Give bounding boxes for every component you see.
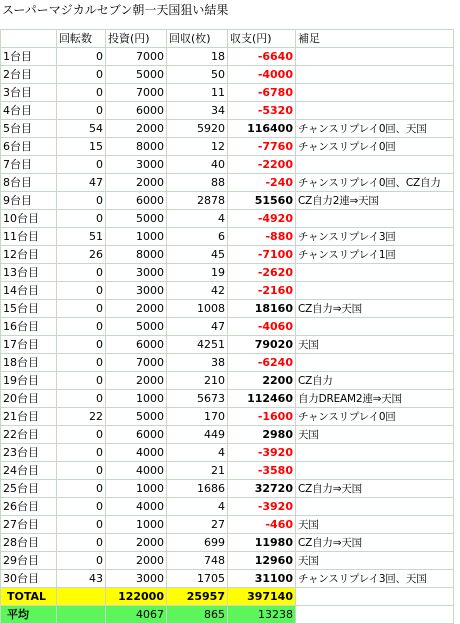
note-cell[interactable]: 天国 bbox=[296, 336, 454, 354]
spins-cell[interactable]: 0 bbox=[57, 66, 106, 84]
spins-cell[interactable]: 0 bbox=[57, 192, 106, 210]
recover-cell[interactable]: 11 bbox=[167, 84, 228, 102]
row-label[interactable]: 4台目 bbox=[1, 102, 57, 120]
balance-cell[interactable]: -4060 bbox=[228, 318, 296, 336]
recover-cell[interactable]: 5673 bbox=[167, 390, 228, 408]
invest-cell[interactable]: 1000 bbox=[106, 228, 167, 246]
row-label[interactable]: 18台目 bbox=[1, 354, 57, 372]
balance-cell[interactable]: 2980 bbox=[228, 426, 296, 444]
table-row bbox=[1, 120, 454, 138]
total-recover[interactable]: 25957 bbox=[167, 588, 228, 606]
row-label[interactable]: 11台目 bbox=[1, 228, 57, 246]
row-label[interactable]: 10台目 bbox=[1, 210, 57, 228]
balance-cell[interactable]: -7760 bbox=[228, 138, 296, 156]
row-label[interactable]: 14台目 bbox=[1, 282, 57, 300]
recover-cell[interactable]: 748 bbox=[167, 552, 228, 570]
spins-cell[interactable]: 0 bbox=[57, 462, 106, 480]
balance-cell[interactable]: 51560 bbox=[228, 192, 296, 210]
note-cell[interactable] bbox=[296, 48, 454, 66]
table-row bbox=[1, 174, 454, 192]
header-row bbox=[1, 30, 454, 48]
recover-cell[interactable]: 34 bbox=[167, 102, 228, 120]
table-row bbox=[1, 390, 454, 408]
recover-cell[interactable]: 1686 bbox=[167, 480, 228, 498]
spins-cell[interactable]: 0 bbox=[57, 102, 106, 120]
note-cell[interactable]: チャンスリプレイ0回、天国 bbox=[296, 120, 454, 138]
table-row bbox=[1, 102, 454, 120]
row-label[interactable]: 23台目 bbox=[1, 444, 57, 462]
total-label[interactable]: TOTAL bbox=[1, 588, 57, 606]
balance-cell[interactable]: -240 bbox=[228, 174, 296, 192]
spins-cell[interactable]: 0 bbox=[57, 390, 106, 408]
recover-cell[interactable]: 40 bbox=[167, 156, 228, 174]
recover-cell[interactable]: 449 bbox=[167, 426, 228, 444]
table-row bbox=[1, 480, 454, 498]
recover-cell[interactable]: 19 bbox=[167, 264, 228, 282]
average-label[interactable]: 平均 bbox=[1, 606, 57, 624]
balance-cell[interactable]: -2160 bbox=[228, 282, 296, 300]
spins-cell[interactable]: 0 bbox=[57, 552, 106, 570]
balance-cell[interactable]: -5320 bbox=[228, 102, 296, 120]
note-cell[interactable]: CZ自力⇒天国 bbox=[296, 480, 454, 498]
table-row bbox=[1, 498, 454, 516]
table-row bbox=[1, 516, 454, 534]
note-cell[interactable] bbox=[296, 282, 454, 300]
note-cell[interactable] bbox=[296, 210, 454, 228]
total-invest[interactable]: 122000 bbox=[106, 588, 167, 606]
spins-cell[interactable]: 0 bbox=[57, 516, 106, 534]
spins-cell[interactable]: 0 bbox=[57, 300, 106, 318]
invest-cell[interactable]: 4000 bbox=[106, 444, 167, 462]
recover-cell[interactable]: 4 bbox=[167, 444, 228, 462]
table-row bbox=[1, 534, 454, 552]
recover-cell[interactable]: 21 bbox=[167, 462, 228, 480]
invest-cell[interactable]: 2000 bbox=[106, 120, 167, 138]
row-label[interactable]: 24台目 bbox=[1, 462, 57, 480]
total-spins-cell[interactable] bbox=[57, 588, 106, 606]
recover-cell[interactable]: 50 bbox=[167, 66, 228, 84]
spins-cell[interactable]: 47 bbox=[57, 174, 106, 192]
table-row bbox=[1, 48, 454, 66]
row-label[interactable]: 7台目 bbox=[1, 156, 57, 174]
recover-cell[interactable]: 4 bbox=[167, 498, 228, 516]
spins-cell[interactable]: 0 bbox=[57, 48, 106, 66]
invest-cell[interactable]: 3000 bbox=[106, 570, 167, 588]
invest-cell[interactable]: 5000 bbox=[106, 210, 167, 228]
header-cell-note[interactable]: 補足 bbox=[296, 30, 454, 48]
header-cell-invest[interactable]: 投資(円) bbox=[106, 30, 167, 48]
spins-cell[interactable]: 0 bbox=[57, 318, 106, 336]
invest-cell[interactable]: 5000 bbox=[106, 318, 167, 336]
balance-cell[interactable]: 11980 bbox=[228, 534, 296, 552]
recover-cell[interactable]: 1008 bbox=[167, 300, 228, 318]
balance-cell[interactable]: -7100 bbox=[228, 246, 296, 264]
recover-cell[interactable]: 27 bbox=[167, 516, 228, 534]
note-cell[interactable] bbox=[296, 84, 454, 102]
invest-cell[interactable]: 6000 bbox=[106, 192, 167, 210]
table-row bbox=[1, 192, 454, 210]
spins-cell[interactable]: 0 bbox=[57, 498, 106, 516]
table-row bbox=[1, 210, 454, 228]
table-row bbox=[1, 300, 454, 318]
invest-cell[interactable]: 7000 bbox=[106, 48, 167, 66]
invest-cell[interactable]: 7000 bbox=[106, 84, 167, 102]
note-cell[interactable] bbox=[296, 462, 454, 480]
note-cell[interactable] bbox=[296, 66, 454, 84]
recover-cell[interactable]: 47 bbox=[167, 318, 228, 336]
row-label[interactable]: 13台目 bbox=[1, 264, 57, 282]
average-balance[interactable]: 13238 bbox=[228, 606, 296, 624]
row-label[interactable]: 5台目 bbox=[1, 120, 57, 138]
recover-cell[interactable]: 170 bbox=[167, 408, 228, 426]
average-row bbox=[1, 606, 454, 624]
spins-cell[interactable]: 0 bbox=[57, 354, 106, 372]
table-row bbox=[1, 84, 454, 102]
table-row bbox=[1, 156, 454, 174]
spins-cell[interactable]: 15 bbox=[57, 138, 106, 156]
balance-cell[interactable]: -3920 bbox=[228, 498, 296, 516]
invest-cell[interactable]: 1000 bbox=[106, 516, 167, 534]
note-cell[interactable]: チャンスリプレイ1回 bbox=[296, 246, 454, 264]
invest-cell[interactable]: 6000 bbox=[106, 102, 167, 120]
balance-cell[interactable]: -3580 bbox=[228, 462, 296, 480]
note-cell[interactable]: チャンスリプレイ0回 bbox=[296, 138, 454, 156]
row-label[interactable]: 6台目 bbox=[1, 138, 57, 156]
table-row bbox=[1, 336, 454, 354]
spins-cell[interactable]: 0 bbox=[57, 480, 106, 498]
note-cell[interactable] bbox=[296, 444, 454, 462]
table-row bbox=[1, 444, 454, 462]
row-label[interactable]: 27台目 bbox=[1, 516, 57, 534]
table-row bbox=[1, 408, 454, 426]
spins-cell[interactable]: 22 bbox=[57, 408, 106, 426]
recover-cell[interactable]: 42 bbox=[167, 282, 228, 300]
recover-cell[interactable]: 4251 bbox=[167, 336, 228, 354]
row-label[interactable]: 3台目 bbox=[1, 84, 57, 102]
invest-cell[interactable]: 1000 bbox=[106, 480, 167, 498]
table-row bbox=[1, 246, 454, 264]
invest-cell[interactable]: 2000 bbox=[106, 552, 167, 570]
balance-cell[interactable]: -460 bbox=[228, 516, 296, 534]
results-table-body bbox=[1, 30, 454, 588]
row-label[interactable]: 29台目 bbox=[1, 552, 57, 570]
table-row bbox=[1, 462, 454, 480]
invest-cell[interactable]: 8000 bbox=[106, 138, 167, 156]
row-label[interactable]: 22台目 bbox=[1, 426, 57, 444]
balance-cell[interactable]: 18160 bbox=[228, 300, 296, 318]
invest-cell[interactable]: 8000 bbox=[106, 246, 167, 264]
balance-cell[interactable]: -6640 bbox=[228, 48, 296, 66]
table-row bbox=[1, 318, 454, 336]
note-cell[interactable]: 天国 bbox=[296, 516, 454, 534]
row-label[interactable]: 17台目 bbox=[1, 336, 57, 354]
note-cell[interactable]: 自力DREAM2連⇒天国 bbox=[296, 390, 454, 408]
row-label[interactable]: 25台目 bbox=[1, 480, 57, 498]
row-label[interactable]: 1台目 bbox=[1, 48, 57, 66]
row-label[interactable]: 15台目 bbox=[1, 300, 57, 318]
note-cell[interactable] bbox=[296, 102, 454, 120]
spins-cell[interactable]: 0 bbox=[57, 336, 106, 354]
balance-cell[interactable]: 2200 bbox=[228, 372, 296, 390]
header-cell-balance[interactable]: 収支(円) bbox=[228, 30, 296, 48]
table-row bbox=[1, 354, 454, 372]
balance-cell[interactable]: -880 bbox=[228, 228, 296, 246]
spins-cell[interactable]: 43 bbox=[57, 570, 106, 588]
recover-cell[interactable]: 88 bbox=[167, 174, 228, 192]
balance-cell[interactable]: 12960 bbox=[228, 552, 296, 570]
row-label[interactable]: 21台目 bbox=[1, 408, 57, 426]
recover-cell[interactable]: 18 bbox=[167, 48, 228, 66]
note-cell[interactable]: CZ自力 bbox=[296, 372, 454, 390]
spins-cell[interactable]: 0 bbox=[57, 264, 106, 282]
invest-cell[interactable]: 6000 bbox=[106, 426, 167, 444]
row-label[interactable]: 2台目 bbox=[1, 66, 57, 84]
spins-cell[interactable]: 51 bbox=[57, 228, 106, 246]
note-cell[interactable]: CZ自力⇒天国 bbox=[296, 300, 454, 318]
balance-cell[interactable]: -2620 bbox=[228, 264, 296, 282]
table-row bbox=[1, 426, 454, 444]
row-label[interactable]: 9台目 bbox=[1, 192, 57, 210]
table-row bbox=[1, 66, 454, 84]
header-cell-recover[interactable]: 回収(枚) bbox=[167, 30, 228, 48]
total-row bbox=[1, 588, 454, 606]
note-cell[interactable] bbox=[296, 354, 454, 372]
total-note-cell[interactable] bbox=[296, 588, 454, 606]
invest-cell[interactable]: 2000 bbox=[106, 174, 167, 192]
recover-cell[interactable]: 6 bbox=[167, 228, 228, 246]
average-spins-cell[interactable] bbox=[57, 606, 106, 624]
spins-cell[interactable]: 54 bbox=[57, 120, 106, 138]
average-invest[interactable]: 4067 bbox=[106, 606, 167, 624]
note-cell[interactable]: CZ自力2連⇒天国 bbox=[296, 192, 454, 210]
sheet-title: スーパーマジカルセブン朝一天国狙い結果 bbox=[2, 3, 229, 17]
row-label[interactable]: 16台目 bbox=[1, 318, 57, 336]
table-row bbox=[1, 552, 454, 570]
average-note-cell[interactable] bbox=[296, 606, 454, 624]
header-cell-spins[interactable]: 回転数 bbox=[57, 30, 106, 48]
note-cell[interactable]: 天国 bbox=[296, 426, 454, 444]
row-label[interactable]: 12台目 bbox=[1, 246, 57, 264]
invest-cell[interactable]: 5000 bbox=[106, 66, 167, 84]
note-cell[interactable]: チャンスリプレイ3回 bbox=[296, 228, 454, 246]
table-row bbox=[1, 282, 454, 300]
spins-cell[interactable]: 0 bbox=[57, 210, 106, 228]
invest-cell[interactable]: 2000 bbox=[106, 300, 167, 318]
summary-body bbox=[1, 588, 454, 624]
balance-cell[interactable]: -6780 bbox=[228, 84, 296, 102]
invest-cell[interactable]: 6000 bbox=[106, 336, 167, 354]
average-recover[interactable]: 865 bbox=[167, 606, 228, 624]
row-label[interactable]: 26台目 bbox=[1, 498, 57, 516]
row-label[interactable]: 28台目 bbox=[1, 534, 57, 552]
invest-cell[interactable]: 3000 bbox=[106, 264, 167, 282]
invest-cell[interactable]: 2000 bbox=[106, 534, 167, 552]
table-row bbox=[1, 138, 454, 156]
balance-cell[interactable]: -1600 bbox=[228, 408, 296, 426]
spins-cell[interactable]: 0 bbox=[57, 444, 106, 462]
spins-cell[interactable]: 26 bbox=[57, 246, 106, 264]
table-row bbox=[1, 372, 454, 390]
recover-cell[interactable]: 4 bbox=[167, 210, 228, 228]
invest-cell[interactable]: 1000 bbox=[106, 390, 167, 408]
spins-cell[interactable]: 0 bbox=[57, 426, 106, 444]
table-row bbox=[1, 570, 454, 588]
recover-cell[interactable]: 1705 bbox=[167, 570, 228, 588]
note-cell[interactable] bbox=[296, 318, 454, 336]
invest-cell[interactable]: 7000 bbox=[106, 354, 167, 372]
results-table bbox=[0, 29, 454, 624]
note-cell[interactable] bbox=[296, 498, 454, 516]
recover-cell[interactable]: 5920 bbox=[167, 120, 228, 138]
note-cell[interactable]: CZ自力⇒天国 bbox=[296, 534, 454, 552]
invest-cell[interactable]: 4000 bbox=[106, 498, 167, 516]
balance-cell[interactable]: 116400 bbox=[228, 120, 296, 138]
balance-cell[interactable]: -4920 bbox=[228, 210, 296, 228]
balance-cell[interactable]: 32720 bbox=[228, 480, 296, 498]
note-cell[interactable] bbox=[296, 156, 454, 174]
invest-cell[interactable]: 5000 bbox=[106, 408, 167, 426]
row-label[interactable]: 19台目 bbox=[1, 372, 57, 390]
recover-cell[interactable]: 45 bbox=[167, 246, 228, 264]
recover-cell[interactable]: 210 bbox=[167, 372, 228, 390]
table-row bbox=[1, 228, 454, 246]
spins-cell[interactable]: 0 bbox=[57, 534, 106, 552]
invest-cell[interactable]: 3000 bbox=[106, 282, 167, 300]
note-cell[interactable]: チャンスリプレイ3回、天国 bbox=[296, 570, 454, 588]
row-label[interactable]: 30台目 bbox=[1, 570, 57, 588]
invest-cell[interactable]: 2000 bbox=[106, 372, 167, 390]
spins-cell[interactable]: 0 bbox=[57, 156, 106, 174]
balance-cell[interactable]: -3920 bbox=[228, 444, 296, 462]
balance-cell[interactable]: -2200 bbox=[228, 156, 296, 174]
spins-cell[interactable]: 0 bbox=[57, 84, 106, 102]
balance-cell[interactable]: -6240 bbox=[228, 354, 296, 372]
balance-cell[interactable]: 31100 bbox=[228, 570, 296, 588]
note-cell[interactable]: 天国 bbox=[296, 552, 454, 570]
table-row bbox=[1, 264, 454, 282]
note-cell[interactable] bbox=[296, 264, 454, 282]
invest-cell[interactable]: 4000 bbox=[106, 462, 167, 480]
header-cell-label[interactable] bbox=[1, 30, 57, 48]
recover-cell[interactable]: 12 bbox=[167, 138, 228, 156]
total-balance[interactable]: 397140 bbox=[228, 588, 296, 606]
spins-cell[interactable]: 0 bbox=[57, 282, 106, 300]
balance-cell[interactable]: 112460 bbox=[228, 390, 296, 408]
balance-cell[interactable]: -4000 bbox=[228, 66, 296, 84]
recover-cell[interactable]: 38 bbox=[167, 354, 228, 372]
recover-cell[interactable]: 699 bbox=[167, 534, 228, 552]
invest-cell[interactable]: 3000 bbox=[106, 156, 167, 174]
balance-cell[interactable]: 79020 bbox=[228, 336, 296, 354]
note-cell[interactable]: チャンスリプレイ0回、CZ自力 bbox=[296, 174, 454, 192]
spins-cell[interactable]: 0 bbox=[57, 372, 106, 390]
row-label[interactable]: 20台目 bbox=[1, 390, 57, 408]
note-cell[interactable]: チャンスリプレイ0回 bbox=[296, 408, 454, 426]
recover-cell[interactable]: 2878 bbox=[167, 192, 228, 210]
row-label[interactable]: 8台目 bbox=[1, 174, 57, 192]
